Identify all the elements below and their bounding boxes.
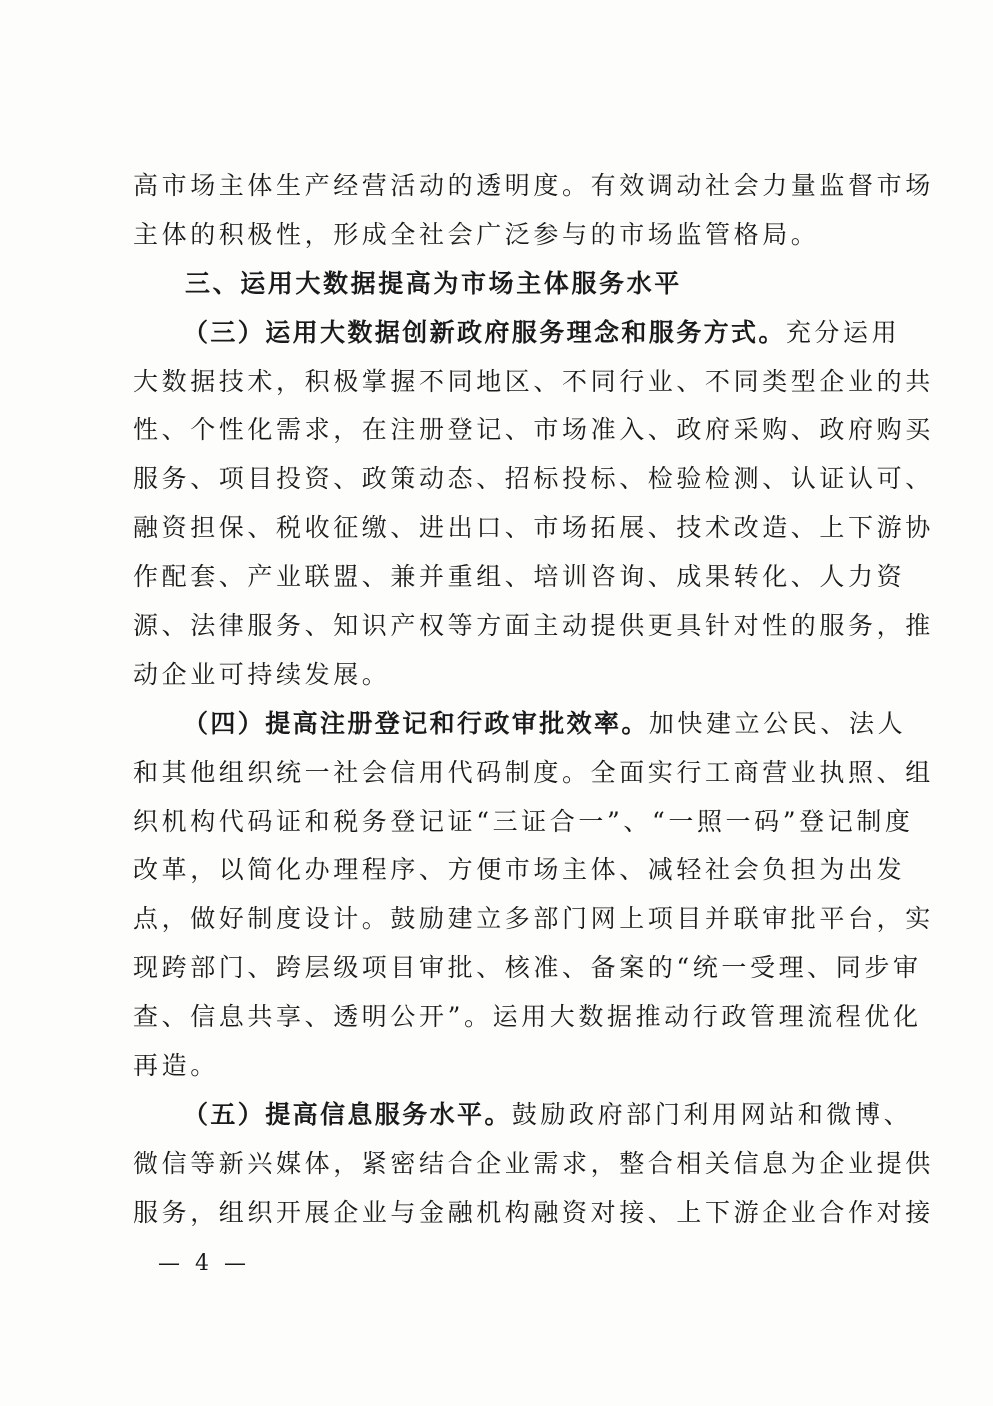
text-segment: 加快建立公民、法人 <box>648 708 907 738</box>
paragraph-first-line <box>133 1091 913 1140</box>
text-line: 融资担保、税收征缴、进出口、市场拓展、技术改造、上下游协 <box>133 513 934 543</box>
section-heading: 三、运用大数据提高为市场主体服务水平 <box>185 268 682 298</box>
text-segment: 鼓励政府部门利用网站和微博、 <box>511 1099 913 1129</box>
paragraph-first-line <box>133 700 907 749</box>
text-line: 动企业可持续发展。 <box>133 659 391 689</box>
text-line: 高市场主体生产经营活动的透明度。有效调动社会力量监督市场 <box>133 171 934 200</box>
text-line: 服务、项目投资、政策动态、招标投标、检验检测、认证认可、 <box>133 464 934 494</box>
text-line: 作配套、产业联盟、兼并重组、培训咨询、成果转化、人力资 <box>133 562 906 592</box>
text-line: 性、个性化需求，在注册登记、市场准入、政府采购、政府购买 <box>133 415 934 445</box>
text-line: 服务，组织开展企业与金融机构融资对接、上下游企业合作对接 <box>133 1197 934 1227</box>
text-line: 再造。 <box>133 1051 219 1081</box>
page-number: — 4 — <box>158 1251 250 1276</box>
text-line: 主体的积极性，形成全社会广泛参与的市场监管格局。 <box>133 219 820 249</box>
paragraph-label: （三）运用大数据创新政府服务理念和服务方式。 <box>183 317 786 347</box>
text-line: 微信等新兴媒体，紧密结合企业需求，整合相关信息为企业提供 <box>133 1148 934 1178</box>
body-text <box>133 162 934 1238</box>
text-line: 大数据技术，积极掌握不同地区、不同行业、不同类型企业的共 <box>133 366 934 396</box>
paragraph-label: （四）提高注册登记和行政审批效率。 <box>183 708 649 738</box>
text-line: 现跨部门、跨层级项目审批、核准、备案的“统一受理、同步审 <box>133 953 922 983</box>
text-line: 源、法律服务、知识产权等方面主动提供更具针对性的服务，推 <box>133 611 934 641</box>
text-segment: 充分运用 <box>785 317 901 347</box>
text-line: 织机构代码证和税务登记证“三证合一”、“一照一码”登记制度 <box>133 806 914 836</box>
paragraph-first-line <box>133 309 901 358</box>
text-line: 点，做好制度设计。鼓励建立多部门网上项目并联审批平台，实 <box>133 904 934 934</box>
text-line: 和其他组织统一社会信用代码制度。全面实行工商营业执照、组 <box>133 757 934 787</box>
text-line: 查、信息共享、透明公开”。运用大数据推动行政管理流程优化 <box>133 1002 922 1032</box>
text-line: 改革，以简化办理程序、方便市场主体、减轻社会负担为出发 <box>133 855 906 885</box>
paragraph-label: （五）提高信息服务水平。 <box>183 1099 512 1129</box>
